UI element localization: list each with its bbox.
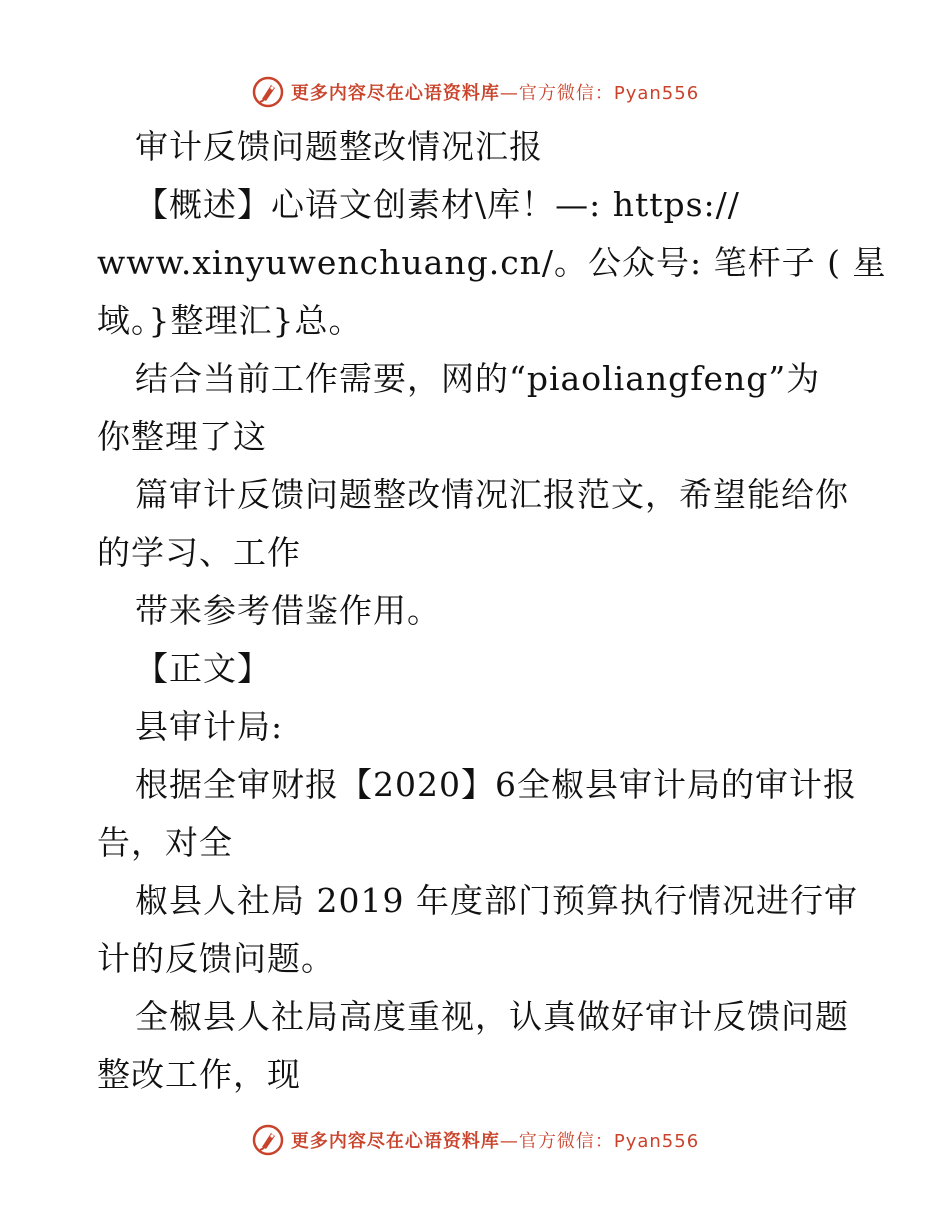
pen-nib-logo-icon: [251, 1123, 285, 1157]
paragraph-line: 根据全审财报【2020】6全椒县审计局的审计报: [135, 765, 857, 804]
paragraph-line: 你整理了这: [97, 417, 267, 456]
paragraph-line: 【概述】心语文创素材\库！—: https://: [135, 185, 740, 224]
document-body: [97, 118, 887, 1104]
paragraph-line: 全椒县人社局高度重视，认真做好审计反馈问题: [135, 997, 849, 1036]
pen-nib-logo-icon: [251, 75, 285, 109]
paragraph-line: www.xinyuwenchuang.cn/。公众号: 笔杆子 ( 星: [97, 243, 887, 282]
footer-wechat-text: —官方微信：Pyan556: [499, 1131, 700, 1152]
footer-banner: [0, 1120, 950, 1160]
document-title: 审计反馈问题整改情况汇报: [135, 127, 543, 166]
paragraph-line: 整改工作，现: [97, 1055, 301, 1094]
header-banner: [0, 72, 950, 112]
section-heading: 【正文】: [135, 649, 271, 688]
paragraph-line: 的学习、工作: [97, 533, 301, 572]
paragraph-line: 结合当前工作需要，网的“piaoliangfeng”为: [135, 359, 821, 398]
paragraph-line: 篇审计反馈问题整改情况汇报范文，希望能给你: [135, 475, 849, 514]
paragraph-line: 告，对全: [97, 823, 233, 862]
paragraph-line: 域。}整理汇}总。: [97, 301, 363, 340]
salutation: 县审计局:: [135, 707, 284, 746]
paragraph-line: 计的反馈问题。: [97, 939, 335, 978]
footer-brand-text: 更多内容尽在心语资料库: [290, 1131, 500, 1152]
header-brand-text: 更多内容尽在心语资料库: [290, 83, 500, 104]
paragraph-line: 椒县人社局 2019 年度部门预算执行情况进行审: [135, 881, 858, 920]
paragraph-line: 带来参考借鉴作用。: [135, 591, 441, 630]
header-wechat-text: —官方微信：Pyan556: [499, 83, 700, 104]
